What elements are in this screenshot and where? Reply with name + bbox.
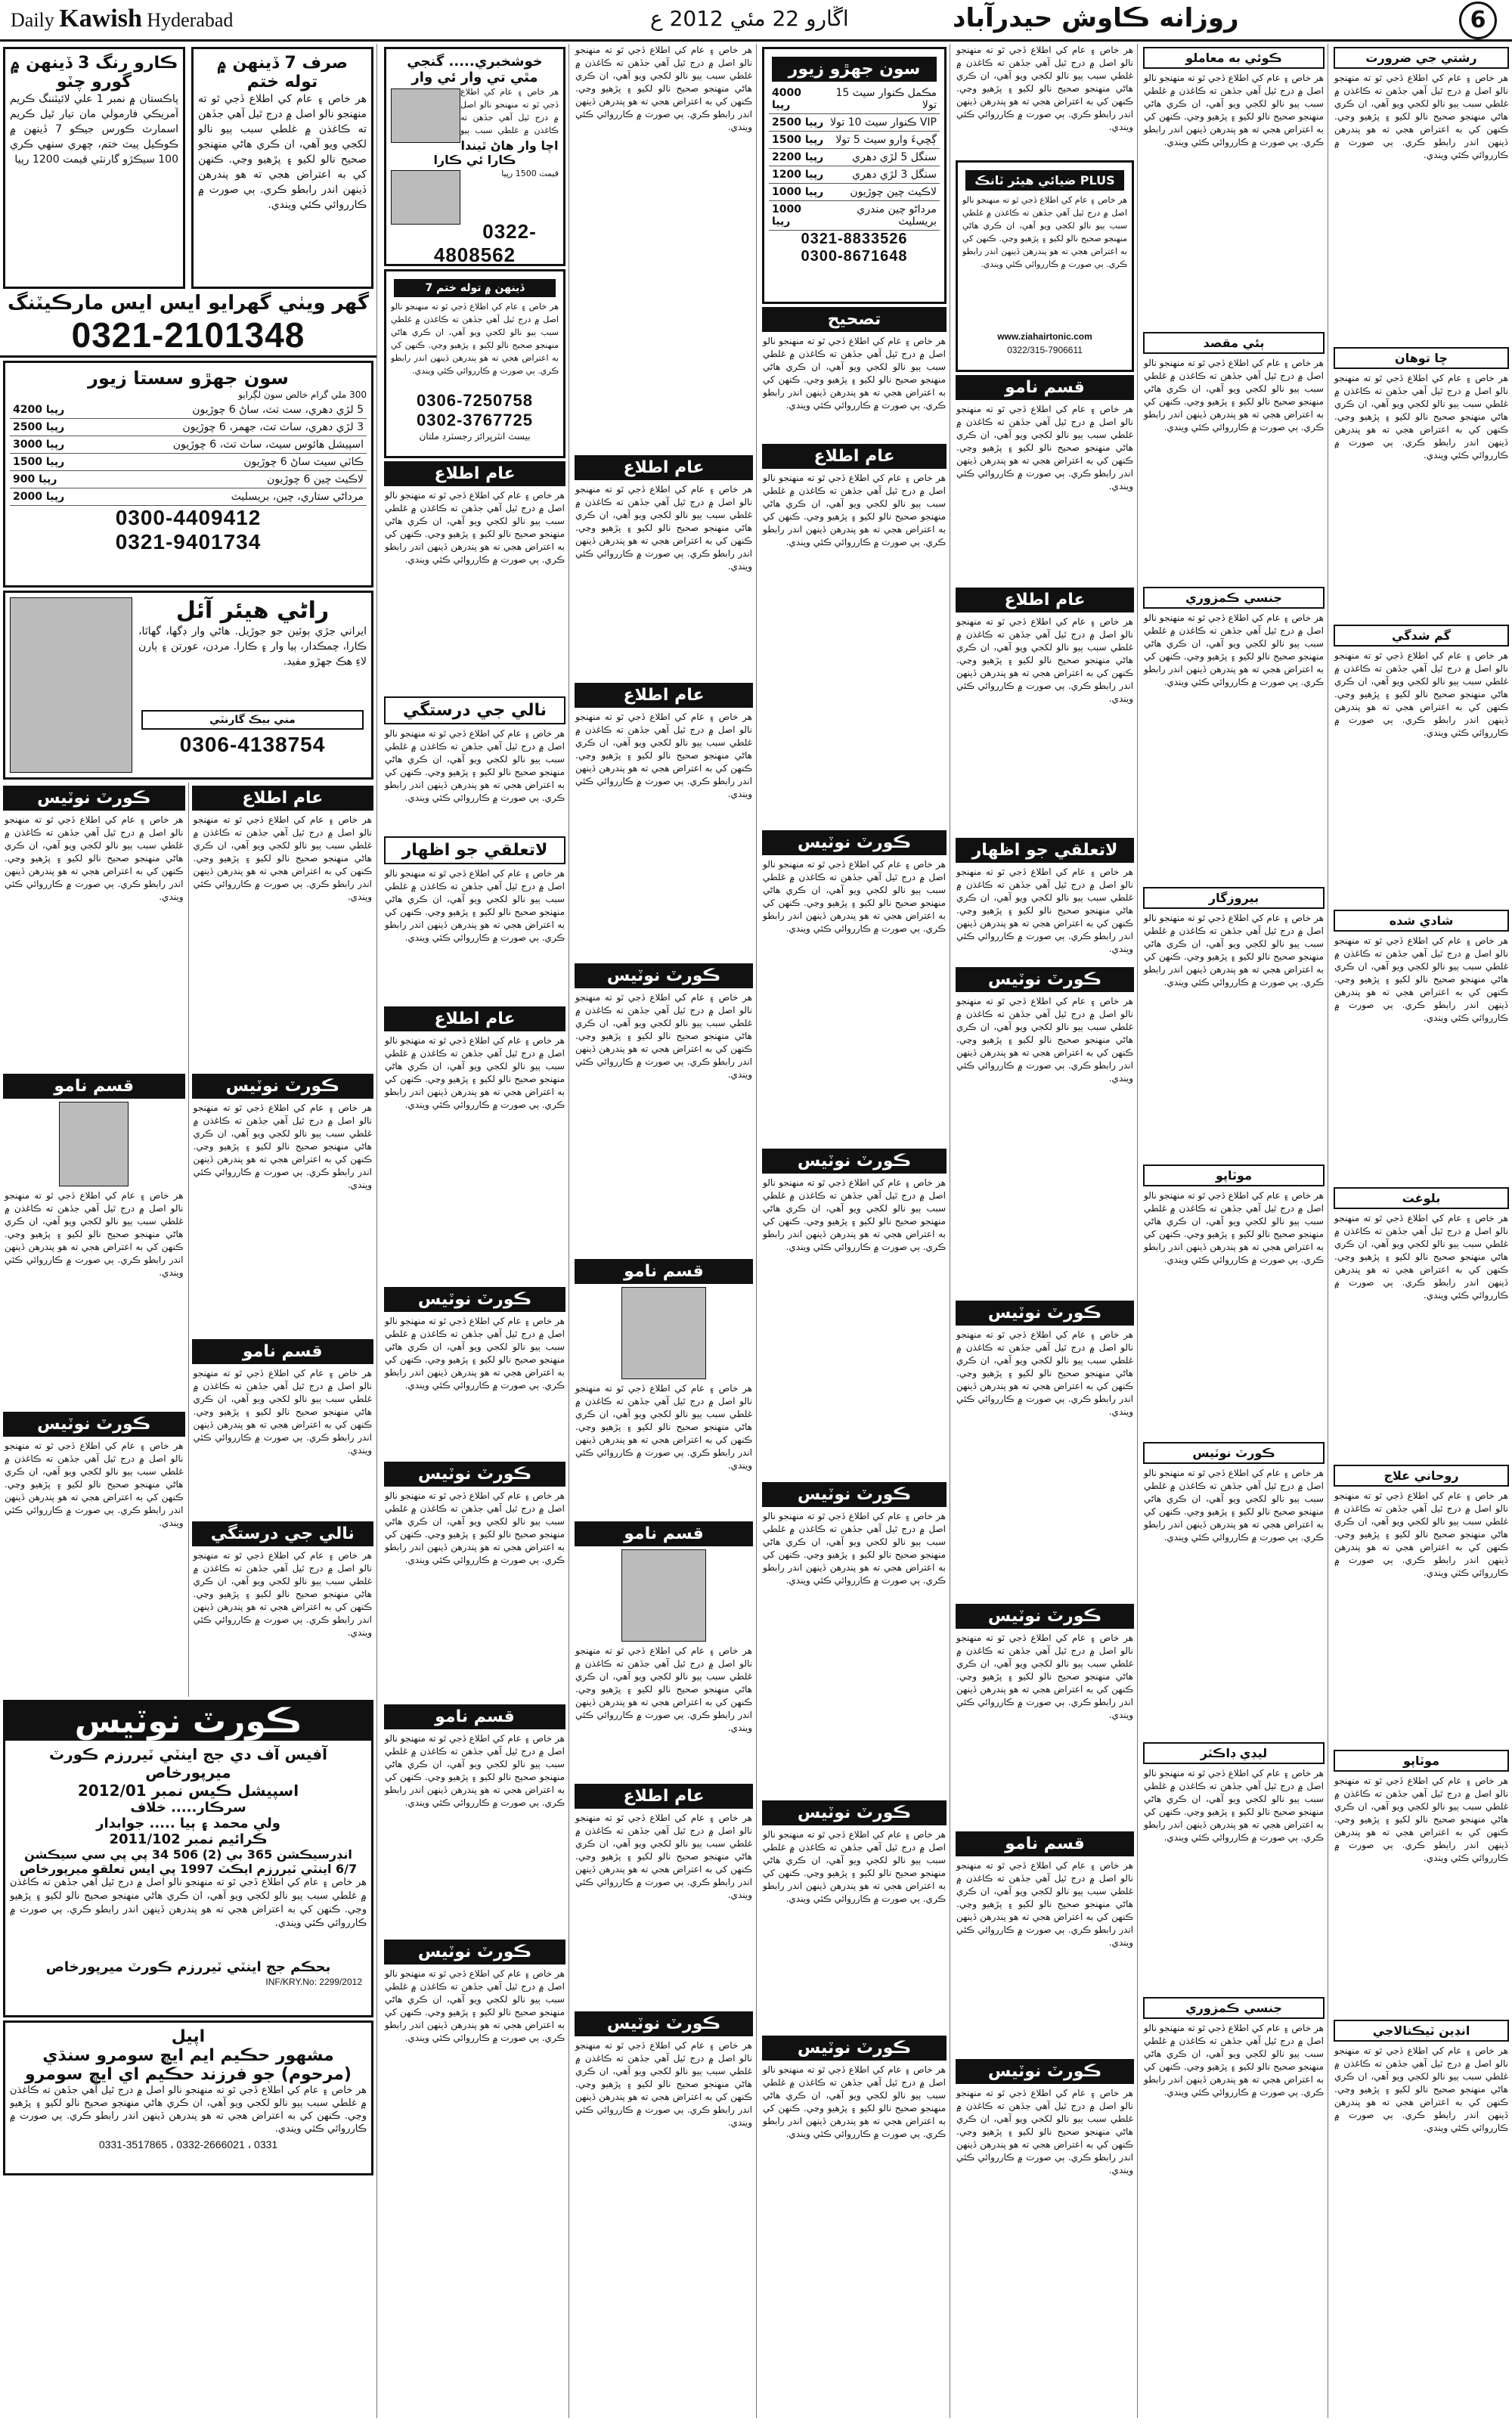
ad-text: هر خاص ۽ عام کي اطلاع ڏجي ٿو ته منهنجو نالو اصل ۾ درج ٿيل آهي جڏهن ته ڪاغذن ۾ غلطي سبب ٻيو نالو لکجي ويو آهي، ان ڪري هاڻي منهنجو صحيح نالو لکيو ۽ پڙهيو وڃي. ڪنهن کي به اعتراض هجي ته هو پندرهن ڏينهن اندر رابطو ڪري. ٻي صورت ۾ ڪارروائي ڪئي ويندي. (1334, 2045, 1508, 2133)
ad-title: صرف 7 ڏينهن ۾ توله ختم (216, 54, 349, 91)
court-line: سرڪار..... خلاف (130, 1800, 246, 1816)
price-row (10, 488, 367, 506)
court-text: هر خاص ۽ عام کي اطلاع ڏجي ٿو ته منهنجو نالو اصل ۾ درج ٿيل آهي جڏهن ته ڪاغذن ۾ غلطي سبب ٻيو نالو لکجي ويو آهي، ان ڪري هاڻي منهنجو صحيح نالو لکيو ۽ پڙهيو وڃي. ڪنهن کي به اعتراض هجي ته هو پندرهن ڏينهن اندر رابطو ڪري. ٻي صورت ۾ ڪارروائي ڪئي ويندي. (10, 1877, 367, 1929)
section-header: عام اطلاع (192, 786, 374, 811)
ad-text: هر خاص ۽ عام کي اطلاع ڏجي ٿو ته منهنجو نالو اصل ۾ درج ٿيل آهي جڏهن ته ڪاغذن ۾ غلطي سبب ٻيو نالو لکجي ويو آهي، ان ڪري هاڻي منهنجو صحيح نالو لکيو ۽ پڙهيو وڃي. ڪنهن کي به اعتراض هجي ته هو پندرهن ڏينهن اندر رابطو ڪري. ٻي صورت ۾ ڪارروائي ڪئي ويندي. (1334, 1490, 1508, 1578)
section-header: تصحيح (762, 307, 947, 332)
ad-phone-1: 0300-4409412 (115, 506, 262, 529)
person-photo (59, 1102, 129, 1186)
section-header: ڪورٽ نوٽيس (384, 1287, 565, 1312)
section-header: ڪورٽ نوٽيس (956, 967, 1134, 992)
ad-text: هر خاص ۽ عام کي اطلاع ڏجي ٿو ته منهنجو نالو اصل ۾ درج ٿيل آهي جڏهن ته ڪاغذن ۾ غلطي سبب ٻيو نالو لکجي ويو آهي، ان ڪري هاڻي منهنجو صحيح نالو لکيو ۽ پڙهيو وڃي. ڪنهن کي به اعتراض هجي ته هو پندرهن ڏينهن اندر رابطو ڪري. ٻي صورت ۾ ڪارروائي ڪئي ويندي. (1334, 935, 1508, 1023)
notice-text: هر خاص ۽ عام کي اطلاع ڏجي ٿو ته منهنجو نالو اصل ۾ درج ٿيل آهي جڏهن ته ڪاغذن ۾ غلطي سبب ٻيو نالو لکجي ويو آهي، ان ڪري هاڻي منهنجو صحيح نالو لکيو ۽ پڙهيو وڃي. ڪنهن کي به اعتراض هجي ته هو پندرهن ڏينهن اندر رابطو ڪري. ٻي صورت ۾ ڪارروائي ڪئي ويندي. (763, 1829, 946, 1904)
court-line: اسپيشل ڪيس نمبر 2012/01 (77, 1782, 299, 1800)
column-6 (1140, 44, 1328, 2418)
ad-body: مشهور حڪيم ايم ايڇ سومرو سنڌي (مرحوم) جو فرزند حڪيم اي ايڇ سومرو (25, 2046, 352, 2084)
notice-text: هر خاص ۽ عام کي اطلاع ڏجي ٿو ته منهنجو نالو اصل ۾ درج ٿيل آهي جڏهن ته ڪاغذن ۾ غلطي سبب ٻيو نالو لکجي ويو آهي، ان ڪري هاڻي منهنجو صحيح نالو لکيو ۽ پڙهيو وڃي. ڪنهن کي به اعتراض هجي ته هو پندرهن ڏينهن اندر رابطو ڪري. ٻي صورت ۾ ڪارروائي ڪئي ويندي. (763, 2064, 946, 2139)
section-header: عام اطلاع (575, 683, 753, 708)
section-header: قسم نامو (575, 1521, 753, 1546)
section-header: عام اطلاع (575, 455, 753, 480)
section-header: ڪورٽ نوٽيس (762, 830, 947, 855)
section-header: ڪورٽ نوٽيس (575, 963, 753, 988)
ad-text: هر خاص ۽ عام کي اطلاع ڏجي ٿو ته منهنجو نالو اصل ۾ درج ٿيل آهي جڏهن ته ڪاغذن ۾ غلطي سبب ٻيو نالو لکجي ويو آهي، ان ڪري هاڻي منهنجو صحيح نالو لکيو ۽ پڙهيو وڃي. ڪنهن کي به اعتراض هجي ته هو پندرهن ڏينهن اندر رابطو ڪري. ٻي صورت ۾ ڪارروائي ڪئي ويندي. (1144, 358, 1324, 433)
column-3 (572, 44, 757, 2418)
ad-title: ضيائي هيئر ٽانڪ PLUS (965, 170, 1124, 191)
notice-text: هر خاص ۽ عام کي اطلاع ڏجي ٿو ته منهنجو نالو اصل ۾ درج ٿيل آهي جڏهن ته ڪاغذن ۾ غلطي سبب ٻيو نالو لکجي ويو آهي، ان ڪري هاڻي منهنجو صحيح نالو لکيو ۽ پڙهيو وڃي. ڪنهن کي به اعتراض هجي ته هو پندرهن ڏينهن اندر رابطو ڪري. ٻي صورت ۾ ڪارروائي ڪئي ويندي. (575, 1813, 752, 1900)
skin-cream-ad (3, 47, 185, 289)
item-name: VIP ڪنوار سيٽ 10 تولا (830, 116, 937, 129)
ad-phone-1: 0306-7250758 (417, 391, 533, 410)
court-notice-box (3, 1700, 373, 2017)
ad-phone-1: 0321-8833526 (801, 231, 908, 247)
ad-label: موٽاپو (1143, 1164, 1325, 1186)
item-name: 3 لڙي دهري، ساٽ تٽ، جهمر، 6 چوڙيون (182, 421, 364, 433)
issue-date: اڱارو 22 مئي 2012 ع (650, 6, 849, 31)
price-row (10, 471, 367, 488)
notice-text: هر خاص ۽ عام کي اطلاع ڏجي ٿو ته منهنجو نالو اصل ۾ درج ٿيل آهي جڏهن ته ڪاغذن ۾ غلطي سبب ٻيو نالو لکجي ويو آهي، ان ڪري هاڻي منهنجو صحيح نالو لکيو ۽ پڙهيو وڃي. ڪنهن کي به اعتراض هجي ته هو پندرهن ڏينهن اندر رابطو ڪري. ٻي صورت ۾ ڪارروائي ڪئي ويندي. (956, 867, 1133, 954)
latin-name: Kawish (59, 5, 142, 33)
ad-label: جنسي ڪمزوري (1143, 587, 1325, 609)
notices-right (189, 783, 377, 1697)
ad-text: هر خاص ۽ عام کي اطلاع ڏجي ٿو ته منهنجو نالو اصل ۾ درج ٿيل آهي جڏهن ته ڪاغذن ۾ غلطي سبب ٻيو نالو لکجي ويو آهي، ان ڪري هاڻي منهنجو صحيح نالو لکيو ۽ پڙهيو وڃي. ڪنهن کي به اعتراض هجي ته هو پندرهن ڏينهن اندر رابطو ڪري. ٻي صورت ۾ ڪارروائي ڪئي ويندي. (1144, 612, 1324, 687)
item-name: مڪمل ڪنوار سيٽ 15 تولا (835, 87, 937, 111)
notice-text: هر خاص ۽ عام کي اطلاع ڏجي ٿو ته منهنجو نالو اصل ۾ درج ٿيل آهي جڏهن ته ڪاغذن ۾ غلطي سبب ٻيو نالو لکجي ويو آهي، ان ڪري هاڻي منهنجو صحيح نالو لکيو ۽ پڙهيو وڃي. ڪنهن کي به اعتراض هجي ته هو پندرهن ڏينهن اندر رابطو ڪري. ٻي صورت ۾ ڪارروائي ڪئي ويندي. (763, 336, 946, 411)
hair-tonic-ad (956, 160, 1134, 372)
item-price: 1500 رپيا (13, 456, 65, 468)
ad-text: هر خاص ۽ عام کي اطلاع ڏجي ٿو ته منهنجو نالو اصل ۾ درج ٿيل آهي جڏهن ته ڪاغذن ۾ غلطي سبب ٻيو نالو لکجي ويو آهي، ان ڪري هاڻي منهنجو صحيح نالو لکيو ۽ پڙهيو وڃي. ڪنهن کي به اعتراض هجي ته هو پندرهن ڏينهن اندر رابطو ڪري. ٻي صورت ۾ ڪارروائي ڪئي ويندي. (1334, 373, 1508, 461)
section-header: قسم نامو (3, 1074, 185, 1099)
section-header: ڪورٽ نوٽيس (956, 2059, 1134, 2084)
section-header: لاتعلقي جو اظهار (384, 836, 565, 864)
section-header: قسم نامو (192, 1339, 374, 1364)
ad-title: اپيل (171, 2027, 206, 2046)
item-price: 1200 رپيا (772, 169, 824, 181)
section-header: ڪورٽ نوٽيس (384, 1940, 565, 1964)
ad-label: گم شدگي (1334, 625, 1509, 647)
item-name: سنگل 3 لڙي دهري (852, 169, 937, 181)
ad-label: ڇا توهان (1334, 347, 1509, 369)
price-row (769, 201, 940, 231)
ad-title: سون جهڙو سستا زيور (88, 367, 289, 389)
sindhi-masthead: روزانه ڪاوش حيدرآباد (953, 3, 1239, 33)
section-header: ڪورٽ نوٽيس (762, 1149, 947, 1174)
page-number: 6 (1459, 2, 1497, 39)
item-price: 4000 رپيا (772, 87, 801, 111)
notice-text: هر خاص ۽ عام کي اطلاع ڏجي ٿو ته منهنجو نالو اصل ۾ درج ٿيل آهي جڏهن ته ڪاغذن ۾ غلطي سبب ٻيو نالو لکجي ويو آهي، ان ڪري هاڻي منهنجو صحيح نالو لکيو ۽ پڙهيو وڃي. ڪنهن کي به اعتراض هجي ته هو پندرهن ڏينهن اندر رابطو ڪري. ٻي صورت ۾ ڪارروائي ڪئي ويندي. (956, 404, 1133, 492)
notice-text: هر خاص ۽ عام کي اطلاع ڏجي ٿو ته منهنجو نالو اصل ۾ درج ٿيل آهي جڏهن ته ڪاغذن ۾ غلطي سبب ٻيو نالو لکجي ويو آهي، ان ڪري هاڻي منهنجو صحيح نالو لکيو ۽ پڙهيو وڃي. ڪنهن کي به اعتراض هجي ته هو پندرهن ڏينهن اندر رابطو ڪري. ٻي صورت ۾ ڪارروائي ڪئي ويندي. (385, 490, 565, 565)
court-line: ڪرائيم نمبر 2011/102 (109, 1831, 268, 1847)
item-name: سنگل 5 لڙي دهري (852, 151, 937, 163)
price-row (10, 402, 367, 419)
section-header: نالي جي درستگي (384, 696, 565, 724)
ad-label: بيروزگار (1143, 887, 1325, 909)
item-price: 1000 رپيا (772, 203, 801, 228)
item-name: مرداڻو چين مندري بريسليٽ (857, 203, 937, 228)
ad-text: هر خاص ۽ عام کي اطلاع ڏجي ٿو ته منهنجو نالو اصل ۾ درج ٿيل آهي جڏهن ته ڪاغذن ۾ غلطي سبب ٻيو نالو لکجي ويو آهي، ان ڪري هاڻي منهنجو صحيح نالو لکيو ۽ پڙهيو وڃي. ڪنهن کي به اعتراض هجي ته هو پندرهن ڏينهن اندر رابطو ڪري. ٻي صورت ۾ ڪارروائي ڪئي ويندي. (1334, 1775, 1508, 1863)
notice-text: هر خاص ۽ عام کي اطلاع ڏجي ٿو ته منهنجو نالو اصل ۾ درج ٿيل آهي جڏهن ته ڪاغذن ۾ غلطي سبب ٻيو نالو لکجي ويو آهي، ان ڪري هاڻي منهنجو صحيح نالو لکيو ۽ پڙهيو وڃي. ڪنهن کي به اعتراض هجي ته هو پندرهن ڏينهن اندر رابطو ڪري. ٻي صورت ۾ ڪارروائي ڪئي ويندي. (385, 728, 565, 803)
ad-text: هر خاص ۽ عام کي اطلاع ڏجي ٿو ته منهنجو نالو اصل ۾ درج ٿيل آهي جڏهن ته ڪاغذن ۾ غلطي سبب ٻيو نالو لکجي ويو آهي، ان ڪري هاڻي منهنجو صحيح نالو لکيو ۽ پڙهيو وڃي. ڪنهن کي به اعتراض هجي ته هو پندرهن ڏينهن اندر رابطو ڪري. ٻي صورت ۾ ڪارروائي ڪئي ويندي. (1144, 2023, 1324, 2098)
item-price: 2500 رپيا (13, 421, 65, 433)
ad-label: ڪورٽ نوٽيس (1143, 1442, 1325, 1464)
ad-text: هر خاص ۽ عام کي اطلاع ڏجي ٿو ته منهنجو نالو اصل ۾ درج ٿيل آهي جڏهن ته ڪاغذن ۾ غلطي سبب ٻيو نالو لکجي ويو آهي، ان ڪري هاڻي منهنجو صحيح نالو لکيو ۽ پڙهيو وڃي. ڪنهن کي به اعتراض هجي ته هو پندرهن ڏينهن اندر رابطو ڪري. ٻي صورت ۾ ڪارروائي ڪئي ويندي. (1334, 73, 1508, 160)
item-name: مرداڻي ستاري، چين، بريسليٽ (231, 491, 364, 503)
ad-label: ڪوئي به معاملو (1143, 47, 1325, 69)
person-photo (621, 1549, 706, 1642)
ad-subtitle: اچا وار هاڻ ٿيندا ڪارا ئي ڪارا (433, 138, 559, 167)
ad-text: هر خاص ۽ عام کي اطلاع ڏجي ٿو ته منهنجو نالو اصل ۾ درج ٿيل آهي جڏهن ته ڪاغذن ۾ غلطي سبب ٻيو نالو لکجي ويو آهي، ان ڪري هاڻي منهنجو صحيح نالو لکيو ۽ پڙهيو وڃي. ڪنهن کي به اعتراض هجي ته هو پندرهن ڏينهن اندر رابطو ڪري. ٻي صورت ۾ ڪارروائي ڪئي ويندي. (1144, 73, 1324, 147)
before-photo (391, 88, 460, 143)
price-row (769, 166, 940, 184)
ad-phone: 0306-4138754 (179, 733, 326, 756)
ad-label: انڊين ٽيڪنالاجي (1334, 2020, 1509, 2042)
model-photo (10, 597, 132, 773)
guarantee-badge: مني بيڪ گارنٽي (141, 710, 364, 730)
ad-title: 7 ڏينهن ۾ توله ختم (394, 279, 556, 297)
ad-text: هر خاص ۽ عام کي اطلاع ڏجي ٿو ته منهنجو نالو اصل ۾ درج ٿيل آهي جڏهن ته ڪاغذن ۾ غلطي سبب ٻيو نالو لکجي ويو آهي، ان ڪري هاڻي منهنجو صحيح نالو لکيو ۽ پڙهيو وڃي. ڪنهن کي به اعتراض هجي ته هو پندرهن ڏينهن اندر رابطو ڪري. ٻي صورت ۾ ڪارروائي ڪئي ويندي. (1144, 1468, 1324, 1543)
notice-text: هر خاص ۽ عام کي اطلاع ڏجي ٿو ته منهنجو نالو اصل ۾ درج ٿيل آهي جڏهن ته ڪاغذن ۾ غلطي سبب ٻيو نالو لکجي ويو آهي، ان ڪري هاڻي منهنجو صحيح نالو لکيو ۽ پڙهيو وڃي. ڪنهن کي به اعتراض هجي ته هو پندرهن ڏينهن اندر رابطو ڪري. ٻي صورت ۾ ڪارروائي ڪئي ويندي. (956, 616, 1133, 704)
item-price: 2200 رپيا (772, 151, 824, 163)
price-row (10, 419, 367, 436)
notice-text: هر خاص ۽ عام کي اطلاع ڏجي ٿو ته منهنجو نالو اصل ۾ درج ٿيل آهي جڏهن ته ڪاغذن ۾ غلطي سبب ٻيو نالو لکجي ويو آهي، ان ڪري هاڻي منهنجو صحيح نالو لکيو ۽ پڙهيو وڃي. ڪنهن کي به اعتراض هجي ته هو پندرهن ڏينهن اندر رابطو ڪري. ٻي صورت ۾ ڪارروائي ڪئي ويندي. (385, 1490, 565, 1565)
section-header: قسم نامو (956, 375, 1134, 400)
ad-website: www.ziahairtonic.com (997, 331, 1092, 342)
ad-label: شادي شده (1334, 910, 1509, 932)
item-price: 1000 رپيا (772, 186, 824, 198)
notice-text: هر خاص ۽ عام کي اطلاع ڏجي ٿو ته منهنجو نالو اصل ۾ درج ٿيل آهي جڏهن ته ڪاغذن ۾ غلطي سبب ٻيو نالو لکجي ويو آهي، ان ڪري هاڻي منهنجو صحيح نالو لکيو ۽ پڙهيو وڃي. ڪنهن کي به اعتراض هجي ته هو پندرهن ڏينهن اندر رابطو ڪري. ٻي صورت ۾ ڪارروائي ڪئي ويندي. (385, 1035, 565, 1110)
section-header: ڪورٽ نوٽيس (956, 1301, 1134, 1326)
notice-text: هر خاص ۽ عام کي اطلاع ڏجي ٿو ته منهنجو نالو اصل ۾ درج ٿيل آهي جڏهن ته ڪاغذن ۾ غلطي سبب ٻيو نالو لکجي ويو آهي، ان ڪري هاڻي منهنجو صحيح نالو لکيو ۽ پڙهيو وڃي. ڪنهن کي به اعتراض هجي ته هو پندرهن ڏينهن اندر رابطو ڪري. ٻي صورت ۾ ڪارروائي ڪئي ويندي. (193, 1550, 372, 1638)
notice-text: هر خاص ۽ عام کي اطلاع ڏجي ٿو ته منهنجو نالو اصل ۾ درج ٿيل آهي جڏهن ته ڪاغذن ۾ غلطي سبب ٻيو نالو لکجي ويو آهي، ان ڪري هاڻي منهنجو صحيح نالو لکيو ۽ پڙهيو وڃي. ڪنهن کي به اعتراض هجي ته هو پندرهن ڏينهن اندر رابطو ڪري. ٻي صورت ۾ ڪارروائي ڪئي ويندي. (5, 1190, 184, 1278)
section-header: لاتعلقي جو اظهار (956, 838, 1134, 863)
ad-body: هر خاص ۽ عام کي اطلاع ڏجي ٿو ته منهنجو نالو اصل ۾ درج ٿيل آهي جڏهن ته ڪاغذن ۾ غلطي سبب ٻيو نالو لکجي ويو آهي، ان ڪري هاڻي منهنجو صحيح نالو لکيو ۽ پڙهيو وڃي. ڪنهن کي به اعتراض هجي ته هو پندرهن ڏينهن اندر رابطو ڪري. ٻي صورت ۾ ڪارروائي ڪئي ويندي. (391, 302, 559, 376)
item-price: 2000 رپيا (13, 491, 65, 503)
latin-city: Hyderabad (147, 9, 234, 31)
latin-masthead (11, 5, 233, 33)
ad-label: ليڊي ڊاڪٽر (1143, 1742, 1325, 1764)
hakeem-appeal-ad (3, 2020, 373, 2175)
ad-phone: 0322-4808562 (433, 220, 537, 266)
item-name: ڳچيءَ وارو سيٽ 5 تولا (835, 134, 937, 146)
section-header: قسم نامو (575, 1259, 753, 1284)
item-name: لاڪيٽ چين 6 چوڙيون (267, 473, 364, 485)
item-name: لاڪيٽ چين چوڙيون (850, 186, 937, 198)
price-row (769, 184, 940, 201)
ad-body: ايراني جڙي ٻوٽين جو جوڙيل. هاڻي وار ڊگها، گهاٽا، ڪارا، چمڪدار، ٻيا وار ۽ ڪارا. مردن، عورتن ۽ ٻارن لاءِ هڪ جهڙو مفيد. (138, 625, 367, 668)
ad-label: بلوغت (1334, 1187, 1509, 1209)
price-row (769, 132, 940, 149)
ad-text: هر خاص ۽ عام کي اطلاع ڏجي ٿو ته منهنجو نالو اصل ۾ درج ٿيل آهي جڏهن ته ڪاغذن ۾ غلطي سبب ٻيو نالو لکجي ويو آهي، ان ڪري هاڻي منهنجو صحيح نالو لکيو ۽ پڙهيو وڃي. ڪنهن کي به اعتراض هجي ته هو پندرهن ڏينهن اندر رابطو ڪري. ٻي صورت ۾ ڪارروائي ڪئي ويندي. (1144, 1768, 1324, 1843)
section-header: قسم نامو (384, 1704, 565, 1729)
ad-phone-2: 0300-8671648 (801, 248, 908, 265)
section-header: ڪورٽ نوٽيس (762, 1482, 947, 1507)
section-header: ڪورٽ نوٽيس (3, 1412, 185, 1437)
section-header: ڪورٽ نوٽيس (956, 1604, 1134, 1629)
section-header: ڪورٽ نوٽيس (192, 1074, 374, 1099)
section-header: ڪورٽ نوٽيس (762, 1800, 947, 1825)
item-price: 4200 رپيا (13, 404, 65, 416)
notice-text: هر خاص ۽ عام کي اطلاع ڏجي ٿو ته منهنجو نالو اصل ۾ درج ٿيل آهي جڏهن ته ڪاغذن ۾ غلطي سبب ٻيو نالو لکجي ويو آهي، ان ڪري هاڻي منهنجو صحيح نالو لکيو ۽ پڙهيو وڃي. ڪنهن کي به اعتراض هجي ته هو پندرهن ڏينهن اندر رابطو ڪري. ٻي صورت ۾ ڪارروائي ڪئي ويندي. (385, 1968, 565, 2043)
notices-left (0, 783, 189, 1697)
item-price: 3000 رپيا (13, 439, 65, 451)
item-name: اسپيشل هائوس سيٽ، ساٽ تٽ، 6 چوڙيون (172, 439, 364, 451)
notice-text: هر خاص ۽ عام کي اطلاع ڏجي ٿو ته منهنجو نالو اصل ۾ درج ٿيل آهي جڏهن ته ڪاغذن ۾ غلطي سبب ٻيو نالو لکجي ويو آهي، ان ڪري هاڻي منهنجو صحيح نالو لکيو ۽ پڙهيو وڃي. ڪنهن کي به اعتراض هجي ته هو پندرهن ڏينهن اندر رابطو ڪري. ٻي صورت ۾ ڪارروائي ڪئي ويندي. (193, 1368, 372, 1456)
notice-text: هر خاص ۽ عام کي اطلاع ڏجي ٿو ته منهنجو نالو اصل ۾ درج ٿيل آهي جڏهن ته ڪاغذن ۾ غلطي سبب ٻيو نالو لکجي ويو آهي، ان ڪري هاڻي منهنجو صحيح نالو لکيو ۽ پڙهيو وڃي. ڪنهن کي به اعتراض هجي ته هو پندرهن ڏينهن اندر رابطو ڪري. ٻي صورت ۾ ڪارروائي ڪئي ويندي. (575, 712, 752, 799)
ad-note: 300 ملي گرام خالص سون لڳرايو (238, 389, 367, 400)
ad-phone-2: 0302-3767725 (417, 411, 533, 429)
price-row (10, 454, 367, 471)
notice-text: هر خاص ۽ عام کي اطلاع ڏجي ٿو ته منهنجو نالو اصل ۾ درج ٿيل آهي جڏهن ته ڪاغذن ۾ غلطي سبب ٻيو نالو لکجي ويو آهي، ان ڪري هاڻي منهنجو صحيح نالو لکيو ۽ پڙهيو وڃي. ڪنهن کي به اعتراض هجي ته هو پندرهن ڏينهن اندر رابطو ڪري. ٻي صورت ۾ ڪارروائي ڪئي ويندي. (763, 859, 946, 934)
price-row (769, 85, 940, 114)
notice-text: هر خاص ۽ عام کي اطلاع ڏجي ٿو ته منهنجو نالو اصل ۾ درج ٿيل آهي جڏهن ته ڪاغذن ۾ غلطي سبب ٻيو نالو لکجي ويو آهي، ان ڪري هاڻي منهنجو صحيح نالو لکيو ۽ پڙهيو وڃي. ڪنهن کي به اعتراض هجي ته هو پندرهن ڏينهن اندر رابطو ڪري. ٻي صورت ۾ ڪارروائي ڪئي ويندي. (193, 814, 372, 902)
masthead (0, 0, 1512, 42)
notice-text: هر خاص ۽ عام کي اطلاع ڏجي ٿو ته منهنجو نالو اصل ۾ درج ٿيل آهي جڏهن ته ڪاغذن ۾ غلطي سبب ٻيو نالو لکجي ويو آهي، ان ڪري هاڻي منهنجو صحيح نالو لکيو ۽ پڙهيو وڃي. ڪنهن کي به اعتراض هجي ته هو پندرهن ڏينهن اندر رابطو ڪري. ٻي صورت ۾ ڪارروائي ڪئي ويندي. (575, 484, 752, 572)
ad-body: پاڪستان ۾ نمبر 1 علي لائيٽننگ ڪريم آمريڪي فارمولي مان تيار ٿيل ڪريم اسمارٽ ڪورس جيڪو 7 ڏينهن ۾ ڪوڪيل پيٽ ختم، چهري سنهي ڪري 100 سيڪڙو گارنٽي قيمت 1200 رپيا (10, 93, 178, 166)
ad-title: راڻي هيئر آئل (175, 597, 330, 624)
ad-brand: بيسٽ انٽرپرائز رجسٽرڊ ملتان (419, 431, 531, 442)
ad-phone-2: 0321-9401734 (115, 530, 262, 554)
notice-text: هر خاص ۽ عام کي اطلاع ڏجي ٿو ته منهنجو نالو اصل ۾ درج ٿيل آهي جڏهن ته ڪاغذن ۾ غلطي سبب ٻيو نالو لکجي ويو آهي، ان ڪري هاڻي منهنجو صحيح نالو لکيو ۽ پڙهيو وڃي. ڪنهن کي به اعتراض هجي ته هو پندرهن ڏينهن اندر رابطو ڪري. ٻي صورت ۾ ڪارروائي ڪئي ويندي. (575, 992, 752, 1080)
ad-text: هر خاص ۽ عام کي اطلاع ڏجي ٿو ته منهنجو نالو اصل ۾ درج ٿيل آهي جڏهن ته ڪاغذن ۾ غلطي سبب ٻيو نالو لکجي ويو آهي، ان ڪري هاڻي منهنجو صحيح نالو لکيو ۽ پڙهيو وڃي. ڪنهن کي به اعتراض هجي ته هو پندرهن ڏينهن اندر رابطو ڪري. ٻي صورت ۾ ڪارروائي ڪئي ويندي. (1334, 1213, 1508, 1301)
item-price: 1500 رپيا (772, 134, 824, 146)
section-header: قسم نامو (956, 1831, 1134, 1856)
ad-title: خوشخبري..... گنجي مٿي تي وار ئي وار (407, 54, 543, 85)
ref-number: INF/KRY.No: 2299/2012 (265, 1977, 362, 1987)
weight-loss-ad (384, 269, 565, 458)
section-header: عام اطلاع (384, 461, 565, 486)
notice-text: هر خاص ۽ عام کي اطلاع ڏجي ٿو ته منهنجو نالو اصل ۾ درج ٿيل آهي جڏهن ته ڪاغذن ۾ غلطي سبب ٻيو نالو لکجي ويو آهي، ان ڪري هاڻي منهنجو صحيح نالو لکيو ۽ پڙهيو وڃي. ڪنهن کي به اعتراض هجي ته هو پندرهن ڏينهن اندر رابطو ڪري. ٻي صورت ۾ ڪارروائي ڪئي ويندي. (956, 2088, 1133, 2175)
item-price: 2500 رپيا (772, 116, 824, 129)
ad-text: هر خاص ۽ عام کي اطلاع ڏجي ٿو ته منهنجو نالو اصل ۾ درج ٿيل آهي جڏهن ته ڪاغذن ۾ غلطي سبب ٻيو نالو لکجي ويو آهي، ان ڪري هاڻي منهنجو صحيح نالو لکيو ۽ پڙهيو وڃي. ڪنهن کي به اعتراض هجي ته هو پندرهن ڏينهن اندر رابطو ڪري. ٻي صورت ۾ ڪارروائي ڪئي ويندي. (1334, 650, 1508, 738)
price-list (769, 85, 940, 231)
item-name: 5 لڙي دهري، ست تٽ، ساڻ 6 چوڙيون (192, 404, 364, 416)
notice-text: هر خاص ۽ عام کي اطلاع ڏجي ٿو ته منهنجو نالو اصل ۾ درج ٿيل آهي جڏهن ته ڪاغذن ۾ غلطي سبب ٻيو نالو لکجي ويو آهي، ان ڪري هاڻي منهنجو صحيح نالو لکيو ۽ پڙهيو وڃي. ڪنهن کي به اعتراض هجي ته هو پندرهن ڏينهن اندر رابطو ڪري. ٻي صورت ۾ ڪارروائي ڪئي ويندي. (763, 1177, 946, 1252)
notice-text: هر خاص ۽ عام کي اطلاع ڏجي ٿو ته منهنجو نالو اصل ۾ درج ٿيل آهي جڏهن ته ڪاغذن ۾ غلطي سبب ٻيو نالو لکجي ويو آهي، ان ڪري هاڻي منهنجو صحيح نالو لکيو ۽ پڙهيو وڃي. ڪنهن کي به اعتراض هجي ته هو پندرهن ڏينهن اندر رابطو ڪري. ٻي صورت ۾ ڪارروائي ڪئي ويندي. (956, 1860, 1133, 1948)
notice-text: هر خاص ۽ عام کي اطلاع ڏجي ٿو ته منهنجو نالو اصل ۾ درج ٿيل آهي جڏهن ته ڪاغذن ۾ غلطي سبب ٻيو نالو لکجي ويو آهي، ان ڪري هاڻي منهنجو صحيح نالو لکيو ۽ پڙهيو وڃي. ڪنهن کي به اعتراض هجي ته هو پندرهن ڏينهن اندر رابطو ڪري. ٻي صورت ۾ ڪارروائي ڪئي ويندي. (956, 996, 1133, 1084)
court-notice-title: ڪورٽ نوٽيس (5, 1702, 371, 1741)
after-photo (391, 170, 460, 225)
ad-phone: 0321-2101348 (0, 315, 376, 358)
ad-label: جنسي ڪمزوري (1143, 1997, 1325, 2019)
price-row (10, 436, 367, 454)
ad-text: هر خاص ۽ عام کي اطلاع ڏجي ٿو ته منهنجو نالو اصل ۾ درج ٿيل آهي جڏهن ته ڪاغذن ۾ غلطي سبب ٻيو نالو لکجي ويو آهي، ان ڪري هاڻي منهنجو صحيح نالو لکيو ۽ پڙهيو وڃي. ڪنهن کي به اعتراض هجي ته هو پندرهن ڏينهن اندر رابطو ڪري. ٻي صورت ۾ ڪارروائي ڪئي ويندي. (1144, 1190, 1324, 1265)
notice-text: هر خاص ۽ عام کي اطلاع ڏجي ٿو ته منهنجو نالو اصل ۾ درج ٿيل آهي جڏهن ته ڪاغذن ۾ غلطي سبب ٻيو نالو لکجي ويو آهي، ان ڪري هاڻي منهنجو صحيح نالو لکيو ۽ پڙهيو وڃي. ڪنهن کي به اعتراض هجي ته هو پندرهن ڏينهن اندر رابطو ڪري. ٻي صورت ۾ ڪارروائي ڪئي ويندي. (385, 868, 565, 943)
ad-text: هر خاص ۽ عام کي اطلاع ڏجي ٿو ته منهنجو نالو اصل ۾ درج ٿيل آهي جڏهن ته ڪاغذن ۾ غلطي سبب ٻيو نالو لکجي ويو آهي، ان ڪري هاڻي منهنجو صحيح نالو لکيو ۽ پڙهيو وڃي. ڪنهن کي به اعتراض هجي ته هو پندرهن ڏينهن اندر رابطو ڪري. ٻي صورت ۾ ڪارروائي ڪئي ويندي. (1144, 913, 1324, 988)
item-price: 900 رپيا (13, 473, 57, 485)
ad-title: سون جهڙو زيور (772, 57, 937, 82)
price-row (769, 149, 940, 166)
notice-text: هر خاص ۽ عام کي اطلاع ڏجي ٿو ته منهنجو نالو اصل ۾ درج ٿيل آهي جڏهن ته ڪاغذن ۾ غلطي سبب ٻيو نالو لکجي ويو آهي، ان ڪري هاڻي منهنجو صحيح نالو لکيو ۽ پڙهيو وڃي. ڪنهن کي به اعتراض هجي ته هو پندرهن ڏينهن اندر رابطو ڪري. ٻي صورت ۾ ڪارروائي ڪئي ويندي. (956, 1633, 1133, 1720)
notice-text: هر خاص ۽ عام کي اطلاع ڏجي ٿو ته منهنجو نالو اصل ۾ درج ٿيل آهي جڏهن ته ڪاغذن ۾ غلطي سبب ٻيو نالو لکجي ويو آهي، ان ڪري هاڻي منهنجو صحيح نالو لکيو ۽ پڙهيو وڃي. ڪنهن کي به اعتراض هجي ته هو پندرهن ڏينهن اندر رابطو ڪري. ٻي صورت ۾ ڪارروائي ڪئي ويندي. (385, 1316, 565, 1391)
ad-body: هر خاص ۽ عام کي اطلاع ڏجي ٿو ته منهنجو نالو اصل ۾ درج ٿيل آهي جڏهن ته ڪاغذن ۾ غلطي سبب ٻيو (460, 87, 559, 135)
court-line: آفيس آف دي جج اينٽي ٽيررزم ڪورٽ ميرپورخاص (48, 1745, 328, 1782)
ad-body: هر خاص ۽ عام کي اطلاع ڏجي ٿو ته منهنجو نالو اصل ۾ درج ٿيل آهي جڏهن ته ڪاغذن ۾ غلطي سبب ٻيو نالو لکجي ويو آهي، ان ڪري هاڻي منهنجو صحيح نالو لکيو ۽ پڙهيو وڃي. ڪنهن کي به اعتراض هجي ته هو پندرهن ڏينهن اندر رابطو ڪري. ٻي صورت ۾ ڪارروائي ڪئي ويندي. (198, 93, 367, 211)
ad-body: هر خاص ۽ عام کي اطلاع ڏجي ٿو ته منهنجو نالو اصل ۾ درج ٿيل آهي جڏهن ته ڪاغذن ۾ غلطي سبب ٻيو نالو لکجي ويو آهي، ان ڪري هاڻي منهنجو صحيح نالو لکيو ۽ پڙهيو وڃي. ڪنهن کي به اعتراض هجي ته هو پندرهن ڏينهن اندر رابطو ڪري. ٻي صورت ۾ ڪارروائي ڪئي ويندي. (962, 195, 1127, 269)
section-header: نالي جي درستگي (192, 1521, 374, 1546)
section-header: عام اطلاع (384, 1006, 565, 1031)
section-header: ڪورٽ نوٽيس (384, 1462, 565, 1487)
column-7 (1331, 44, 1512, 2418)
ad-label: موٽاپو (1334, 1750, 1509, 1772)
notice-text: هر خاص ۽ عام کي اطلاع ڏجي ٿو ته منهنجو نالو اصل ۾ درج ٿيل آهي جڏهن ته ڪاغذن ۾ غلطي سبب ٻيو نالو لکجي ويو آهي، ان ڪري هاڻي منهنجو صحيح نالو لکيو ۽ پڙهيو وڃي. ڪنهن کي به اعتراض هجي ته هو پندرهن ڏينهن اندر رابطو ڪري. ٻي صورت ۾ ڪارروائي ڪئي ويندي. (763, 1511, 946, 1586)
weight-ad (191, 47, 373, 289)
gold-jewelry-ad (3, 361, 373, 588)
section-header: عام اطلاع (575, 1784, 753, 1809)
column-2 (381, 44, 569, 2418)
ad-price: قيمت 1500 رپيا (501, 169, 559, 178)
column-1 (0, 44, 377, 2418)
item-name: ڪاٽي سيٽ ساڻ 6 چوڙيون (243, 456, 364, 468)
court-line: ولي محمد ۽ ٻيا ..... جوابدار (96, 1816, 280, 1831)
column-5 (953, 44, 1138, 2418)
section-header: ڪورٽ نوٽيس (762, 2036, 947, 2061)
notice-text: هر خاص ۽ عام کي اطلاع ڏجي ٿو ته منهنجو نالو اصل ۾ درج ٿيل آهي جڏهن ته ڪاغذن ۾ غلطي سبب ٻيو نالو لکجي ويو آهي، ان ڪري هاڻي منهنجو صحيح نالو لکيو ۽ پڙهيو وڃي. ڪنهن کي به اعتراض هجي ته هو پندرهن ڏينهن اندر رابطو ڪري. ٻي صورت ۾ ڪارروائي ڪئي ويندي. (575, 2040, 752, 2128)
notice-text: هر خاص ۽ عام کي اطلاع ڏجي ٿو ته منهنجو نالو اصل ۾ درج ٿيل آهي جڏهن ته ڪاغذن ۾ غلطي سبب ٻيو نالو لکجي ويو آهي، ان ڪري هاڻي منهنجو صحيح نالو لکيو ۽ پڙهيو وڃي. ڪنهن کي به اعتراض هجي ته هو پندرهن ڏينهن اندر رابطو ڪري. ٻي صورت ۾ ڪارروائي ڪئي ويندي. (956, 45, 1133, 132)
notice-text: هر خاص ۽ عام کي اطلاع ڏجي ٿو ته منهنجو نالو اصل ۾ درج ٿيل آهي جڏهن ته ڪاغذن ۾ غلطي سبب ٻيو نالو لکجي ويو آهي، ان ڪري هاڻي منهنجو صحيح نالو لکيو ۽ پڙهيو وڃي. ڪنهن کي به اعتراض هجي ته هو پندرهن ڏينهن اندر رابطو ڪري. ٻي صورت ۾ ڪارروائي ڪئي ويندي. (575, 1383, 752, 1471)
court-line: 6/7 اينٽي ٽيررزم ايڪٽ 1997 پي ايس تعلقو ميرپورخاص (19, 1862, 358, 1876)
notice-text: هر خاص ۽ عام کي اطلاع ڏجي ٿو ته منهنجو نالو اصل ۾ درج ٿيل آهي جڏهن ته ڪاغذن ۾ غلطي سبب ٻيو نالو لکجي ويو آهي، ان ڪري هاڻي منهنجو صحيح نالو لکيو ۽ پڙهيو وڃي. ڪنهن کي به اعتراض هجي ته هو پندرهن ڏينهن اندر رابطو ڪري. ٻي صورت ۾ ڪارروائي ڪئي ويندي. (385, 1733, 565, 1808)
ad-label: ٻئي مقصد (1143, 332, 1325, 354)
notice-text: هر خاص ۽ عام کي اطلاع ڏجي ٿو ته منهنجو نالو اصل ۾ درج ٿيل آهي جڏهن ته ڪاغذن ۾ غلطي سبب ٻيو نالو لکجي ويو آهي، ان ڪري هاڻي منهنجو صحيح نالو لکيو ۽ پڙهيو وڃي. ڪنهن کي به اعتراض هجي ته هو پندرهن ڏينهن اندر رابطو ڪري. ٻي صورت ۾ ڪارروائي ڪئي ويندي. (763, 473, 946, 547)
section-header: عام اطلاع (956, 588, 1134, 612)
hair-oil-ad (3, 591, 373, 780)
section-header: ڪورٽ نوٽيس (575, 2011, 753, 2036)
latin-prefix: Daily (11, 9, 54, 31)
notice-text: هر خاص ۽ عام کي اطلاع ڏجي ٿو ته منهنجو نالو اصل ۾ درج ٿيل آهي جڏهن ته ڪاغذن ۾ غلطي سبب ٻيو نالو لکجي ويو آهي، ان ڪري هاڻي منهنجو صحيح نالو لکيو ۽ پڙهيو وڃي. ڪنهن کي به اعتراض هجي ته هو پندرهن ڏينهن اندر رابطو ڪري. ٻي صورت ۾ ڪارروائي ڪئي ويندي. (956, 1329, 1133, 1417)
notice-text: هر خاص ۽ عام کي اطلاع ڏجي ٿو ته منهنجو نالو اصل ۾ درج ٿيل آهي جڏهن ته ڪاغذن ۾ غلطي سبب ٻيو نالو لکجي ويو آهي، ان ڪري هاڻي منهنجو صحيح نالو لکيو ۽ پڙهيو وڃي. ڪنهن کي به اعتراض هجي ته هو پندرهن ڏينهن اندر رابطو ڪري. ٻي صورت ۾ ڪارروائي ڪئي ويندي. (575, 45, 752, 132)
ad-phones: 0331-3517865 ، 0332-2666021 ، 0331 (98, 2138, 278, 2151)
gold-jewelry-ad-2 (762, 47, 947, 304)
section-header: ڪورٽ نوٽيس (3, 786, 185, 811)
price-row (769, 114, 940, 132)
court-footer: بحڪم جج اينٽي ٽيررزم ڪورٽ ميرپورخاص (45, 1959, 331, 1975)
ad-label: روحاني علاج (1334, 1465, 1509, 1487)
column-4 (759, 44, 950, 2418)
notice-text: هر خاص ۽ عام کي اطلاع ڏجي ٿو ته منهنجو نالو اصل ۾ درج ٿيل آهي جڏهن ته ڪاغذن ۾ غلطي سبب ٻيو نالو لکجي ويو آهي، ان ڪري هاڻي منهنجو صحيح نالو لکيو ۽ پڙهيو وڃي. ڪنهن کي به اعتراض هجي ته هو پندرهن ڏينهن اندر رابطو ڪري. ٻي صورت ۾ ڪارروائي ڪئي ويندي. (5, 814, 184, 902)
notice-text: هر خاص ۽ عام کي اطلاع ڏجي ٿو ته منهنجو نالو اصل ۾ درج ٿيل آهي جڏهن ته ڪاغذن ۾ غلطي سبب ٻيو نالو لکجي ويو آهي، ان ڪري هاڻي منهنجو صحيح نالو لکيو ۽ پڙهيو وڃي. ڪنهن کي به اعتراض هجي ته هو پندرهن ڏينهن اندر رابطو ڪري. ٻي صورت ۾ ڪارروائي ڪئي ويندي. (193, 1102, 372, 1190)
section-header: عام اطلاع (762, 444, 947, 469)
price-list (10, 402, 367, 506)
ad-label: رشتي جي ضرورت (1334, 47, 1509, 69)
ad-title: ڪارو رنگ 3 ڏينهن ۾ گورو چٽو (10, 54, 178, 91)
court-line: انڊرسيڪشن 365 بي (2) 506 34 پي پي سي سيڪشن (24, 1847, 352, 1862)
notice-text: هر خاص ۽ عام کي اطلاع ڏجي ٿو ته منهنجو نالو اصل ۾ درج ٿيل آهي جڏهن ته ڪاغذن ۾ غلطي سبب ٻيو نالو لکجي ويو آهي، ان ڪري هاڻي منهنجو صحيح نالو لکيو ۽ پڙهيو وڃي. ڪنهن کي به اعتراض هجي ته هو پندرهن ڏينهن اندر رابطو ڪري. ٻي صورت ۾ ڪارروائي ڪئي ويندي. (5, 1440, 184, 1528)
person-photo (621, 1287, 706, 1379)
ad-brand: گهر ويٺي گهرايو ايس ايس مارڪيٽنگ (7, 292, 370, 315)
ad-phone: 0322/315-7906611 (1007, 345, 1083, 355)
notice-text: هر خاص ۽ عام کي اطلاع ڏجي ٿو ته منهنجو نالو اصل ۾ درج ٿيل آهي جڏهن ته ڪاغذن ۾ غلطي سبب ٻيو نالو لکجي ويو آهي، ان ڪري هاڻي منهنجو صحيح نالو لکيو ۽ پڙهيو وڃي. ڪنهن کي به اعتراض هجي ته هو پندرهن ڏينهن اندر رابطو ڪري. ٻي صورت ۾ ڪارروائي ڪئي ويندي. (575, 1645, 752, 1733)
hair-regrowth-ad (384, 47, 565, 266)
ad-text: هر خاص ۽ عام کي اطلاع ڏجي ٿو ته منهنجو نالو اصل ۾ درج ٿيل آهي جڏهن ته ڪاغذن ۾ غلطي سبب ٻيو نالو لکجي ويو آهي، ان ڪري هاڻي منهنجو صحيح نالو لکيو ۽ پڙهيو وڃي. ڪنهن کي به اعتراض هجي ته هو پندرهن ڏينهن اندر رابطو ڪري. ٻي صورت ۾ ڪارروائي ڪئي ويندي. (10, 2085, 367, 2135)
